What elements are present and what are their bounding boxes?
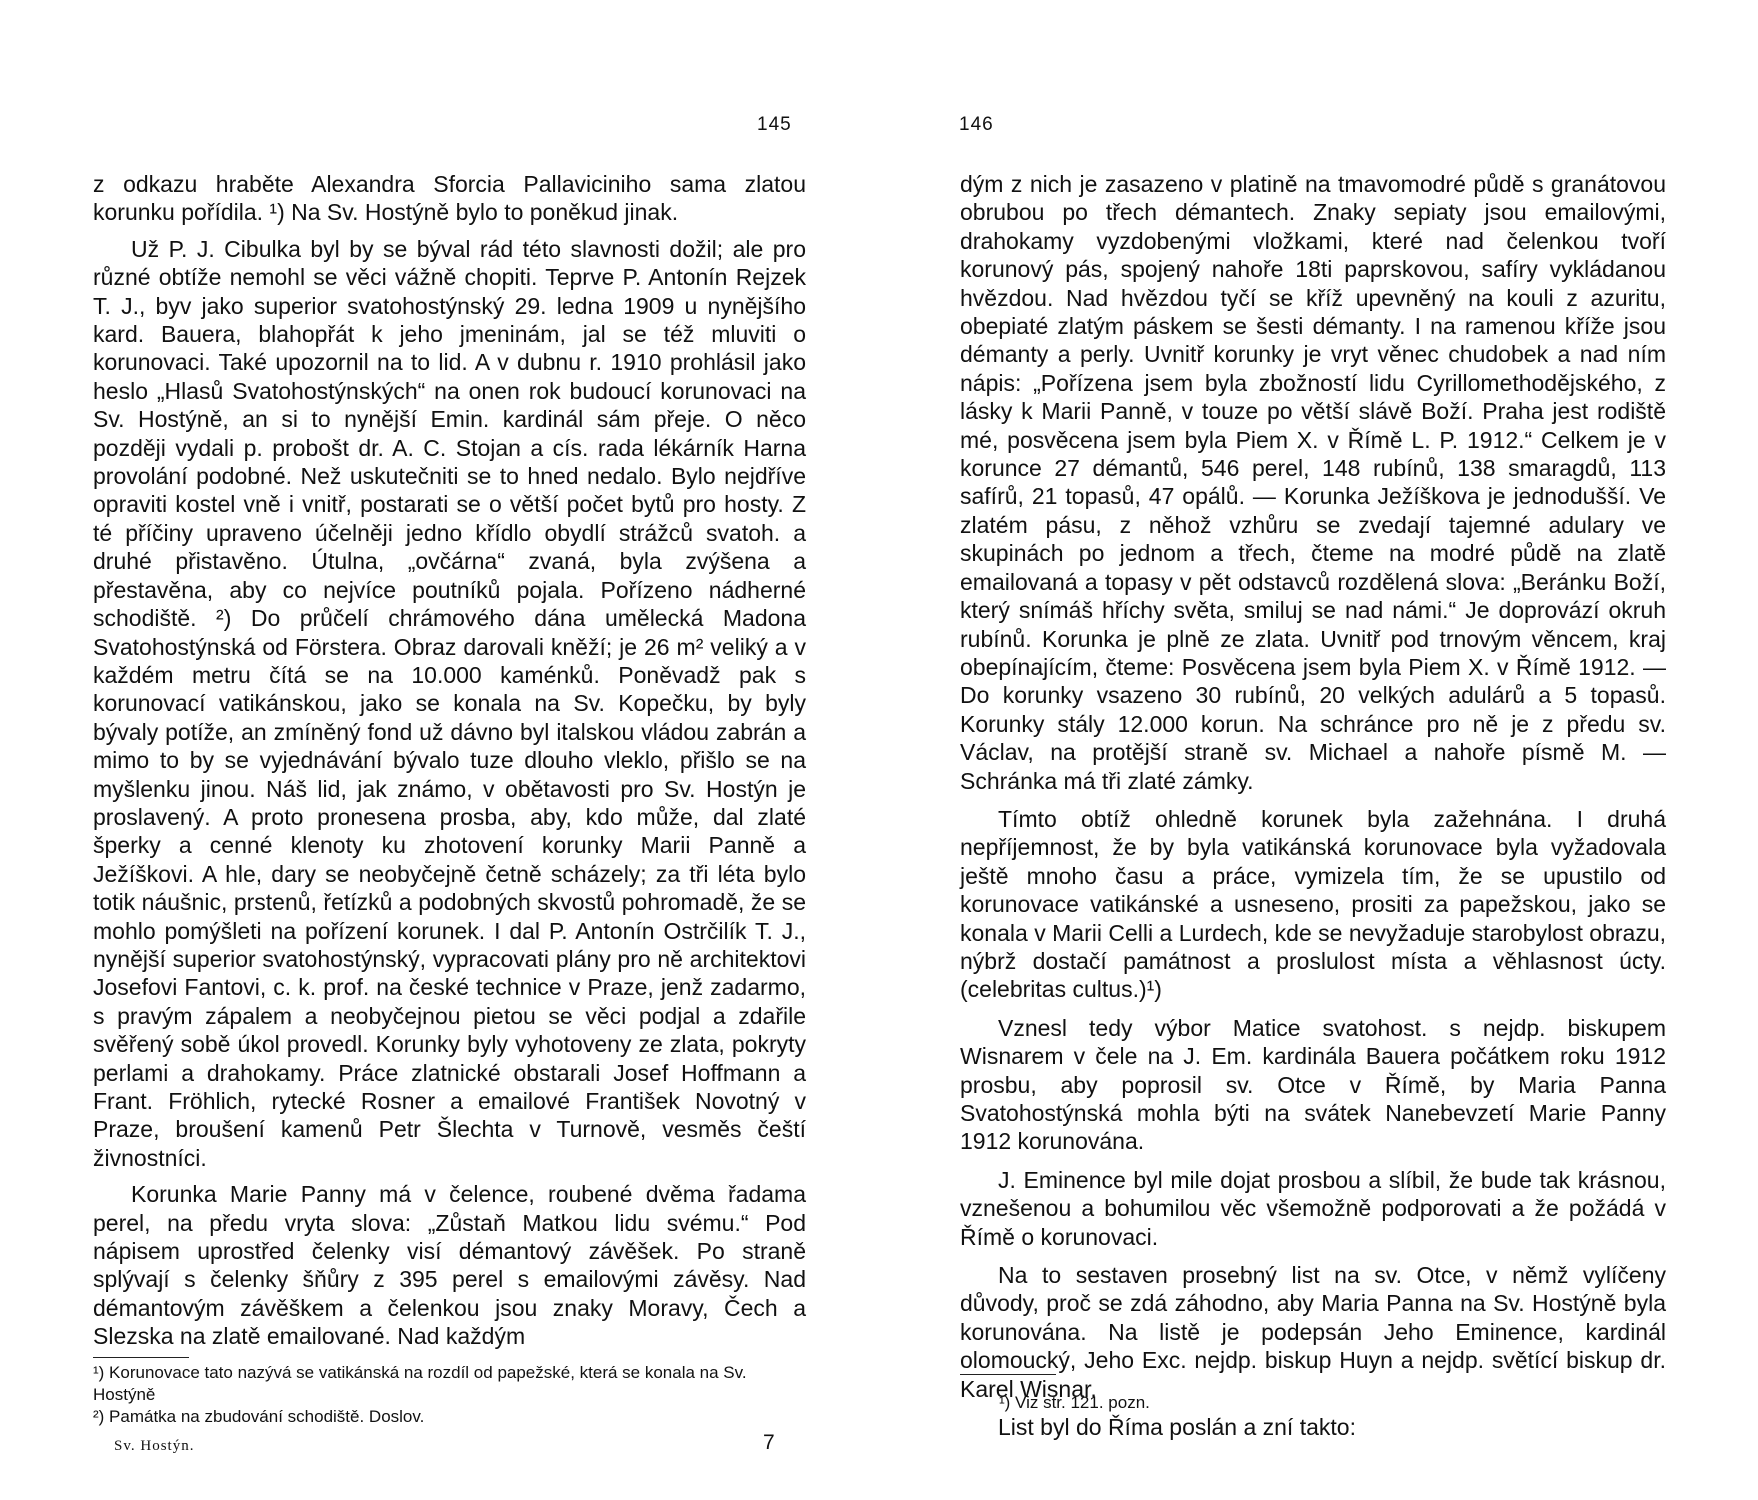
paragraph: Tímto obtíž ohledně korunek byla zažehnána. I druhá nepříjemnost, že by byla vatikánská korunovace byla vyžadovala ještě mnoho času a práce, vymizela tím, že se upustilo od korunovace vatikánské a usneseno, prositi za papežskou, jako se konala v Marii Celli a Lurdech, kde se nevyžaduje starobylost obrazu, nýbrž dostačí památnost a proslulost místa a věhlasnost úcty. (celebritas cultus.)¹) (960, 805, 1666, 1003)
paragraph: Na to sestaven prosebný list na sv. Otce, v němž vylíčeny důvody, proč se zdá záhodno, aby Maria Panna na Sv. Hostýně byla korunována. Na listě je podepsán Jeho Eminence, kardinál olomoucký, Jeho Exc. nejdp. biskup Huyn a nejdp. světící biskup dr. Karel Wisnar. (960, 1262, 1666, 1402)
page-number: 146 (959, 114, 994, 135)
paragraph: Korunka Marie Panny má v čelence, roubené dvěma řadama perel, na předu vryta slova: „Zůstaň Matkou lidu svému.“ Pod nápisem uprostřed čelenky visí démantový závěšek. Po straně splývají s čelenky šňůry z 395 perel s emailovými závěsy. Nad démantovým závěškem a čelenkou jsou znaky Moravy, Čech a Slezska na zlatě emailované. Nad každým (93, 1181, 806, 1350)
text-column (93, 170, 806, 1359)
right-page (879, 0, 1758, 1500)
paragraph: List byl do Říma poslán a zní takto: (998, 1414, 1356, 1441)
footnotes (93, 1362, 806, 1428)
paragraph: Už P. J. Cibulka byl by se býval rád této slavnosti dožil; ale pro různé obtíže nemohl se věci vážně chopiti. Teprve P. Antonín Rejzek T. J., byv jako superior svatohostýnský 29. ledna 1909 u nynějšího kard. Bauera, blahopřát k jeho jmeninám, jal se též mluviti o korunovaci. Také upozornil na to lid. A v dubnu r. 1910 prohlásil jako heslo „Hlasů Svatohostýnských“ na onen rok budoucí korunovaci na Sv. Hostýně, an si to nynější Emin. kardinál sám přeje. O něco později vydali p. probošt dr. A. C. Stojan a cís. rada lékárník Harna provolání podobné. Než uskutečniti se to hned nedalo. Bylo nejdříve opraviti kostel vně i vnitř, postarati se o větší počet bytů pro hosty. Z té příčiny upraveno účelněji jedno křídlo obydlí strážců svatoh. a druhé přistavěno. Útulna, „ovčárna“ zvaná, byla zvýšena a přestavěna, aby co nejvíce poutníků pojala. Pořízeno nádherné schodiště. ²) Do průčelí chrámového dána umělecká Madona Svatohostýnská od Förstera. Obraz darovali kněží; je 26 m² veliký a v každém metru čítá se na 10.000 kaménků. Poněvadž pak s korunovací vatikánskou, jako se konala na Sv. Kopečku, by byly bývaly potíže, an zmíněný fond už dávno byl italskou vládou zabrán a mimo to by se vyjednávání bývalo tuze dlouho vleklo, přišlo se na myšlenku jinou. Náš lid, jak známo, v obětavosti pro Sv. Hostýn je proslavený. A proto pronesena prosba, aby, kdo může, dal zlaté šperky a cenné klenoty ku zhotovení korunky Marii Panně a Ježíškovi. A hle, dary se neobyčejně četně scházely; za tři léta bylo totik náušnic, prstenů, řetízků a podobných skvostů pohromadě, že se mohlo pomýšleti na pořízení korunek. I dal P. Antonín Ostrčilík T. J., nynější superior svatohostýnský, vypracovati plány pro ně architektovi Josefovi Fantovi, c. k. prof. na české technice v Praze, jenž zadarmo, s pravým zápalem a neobyčejnou pietou se věci podjal a zdařile svěřený sobě úkol provedl. Korunky byly vyhotoveny ze zlata, pokryty perlami a drahokamy. Práce zlatnické obstarali Josef Hoffmann a Frant. Fröhlich, rytecké Rosner a emailové František Novotný v Praze, broušení kamenů Petr Šlechta v Turnově, vesměs čeští živnostníci. (93, 235, 806, 1171)
signature-mark: Sv. Hostýn. (114, 1438, 195, 1454)
footnote-rule (93, 1357, 189, 1358)
footnote-rule (960, 1374, 1056, 1375)
footnote: ²) Památka na zbudování schodiště. Doslov. (93, 1407, 425, 1426)
paragraph: Vznesl tedy výbor Matice svatohost. s nejdp. biskupem Wisnarem v čele na J. Em. kardinála Bauera počátkem roku 1912 prosbu, aby poprosil sv. Otce v Římě, by Maria Panna Svatohostýnská mohla býti na svátek Nanebevzetí Marie Panny 1912 korunována. (960, 1014, 1666, 1155)
footnotes (999, 1392, 1659, 1414)
footnote: ¹) Viz str. 121. pozn. (999, 1393, 1150, 1412)
paragraph: J. Eminence byl mile dojat prosbou a slíbil, že bude tak krásnou, vznešenou a bohumilou věc všemožně podporovati a že požádá v Římě o korunovaci. (960, 1166, 1666, 1250)
page-number: 145 (757, 114, 792, 135)
text-column (960, 170, 1666, 1449)
sheet-number: 7 (763, 1431, 775, 1454)
footnote: ¹) Korunovace tato nazývá se vatikánská na rozdíl od papežské, která se konala na Sv. Hostýně (93, 1363, 747, 1404)
paragraph: dým z nich je zasazeno v platině na tmavomodré půdě s granátovou obrubou po třech démantech. Znaky sepiaty jsou emailovými, drahokamy vyzdobenými vložkami, které nad čelenkou tvoří korunový pás, spojený nahoře 18ti paprskovou, safíry vykládanou hvězdou. Nad hvězdou tyčí se kříž upevněný na kouli z azuritu, obepiaté zlatým páskem se šesti démanty. I na ramenou kříže jsou démanty a perly. Uvnitř korunky je vryt věnec chudobek a nad ním nápis: „Pořízena jsem byla zbožností lidu Cyrillomethodějského, z lásky k Marii Panně, v touze po větší slávě Boží. Praha jest rodiště mé, posvěcena jsem byla Piem X. v Římě L. P. 1912.“ Celkem je v korunce 27 démantů, 546 perel, 148 rubínů, 138 smaragdů, 113 safírů, 21 topasů, 47 opálů. — Korunka Ježíškova je jednodušší. Ve zlatém pásu, z něhož vzhůru se zvedají tajemné adulary ve skupinách po jednom a třech, čteme na modré půdě na zlatě emailovaná a topasy v pět odstavců rozdělená slova: „Beránku Boží, který snímáš hříchy světa, smiluj se nad námi.“ Je doprovází okruh rubínů. Korunka je plně ze zlata. Uvnitř pod trnovým věncem, kraj obepínajícím, čteme: Posvěcena jsem byla Piem X. v Římě 1912. — Do korunky vsazeno 30 rubínů, 20 velkých adulárů a 5 topasů. Korunky stály 12.000 korun. Na schránce pro ně je z předu sv. Václav, na protější straně sv. Michael a nahoře písmě M. — Schránka má tři zlaté zámky. (960, 171, 1666, 794)
paragraph: z odkazu hraběte Alexandra Sforcia Pallaviciniho sama zlatou korunku pořídila. ¹) Na Sv. Hostýně bylo to poněkud jinak. (93, 171, 806, 226)
